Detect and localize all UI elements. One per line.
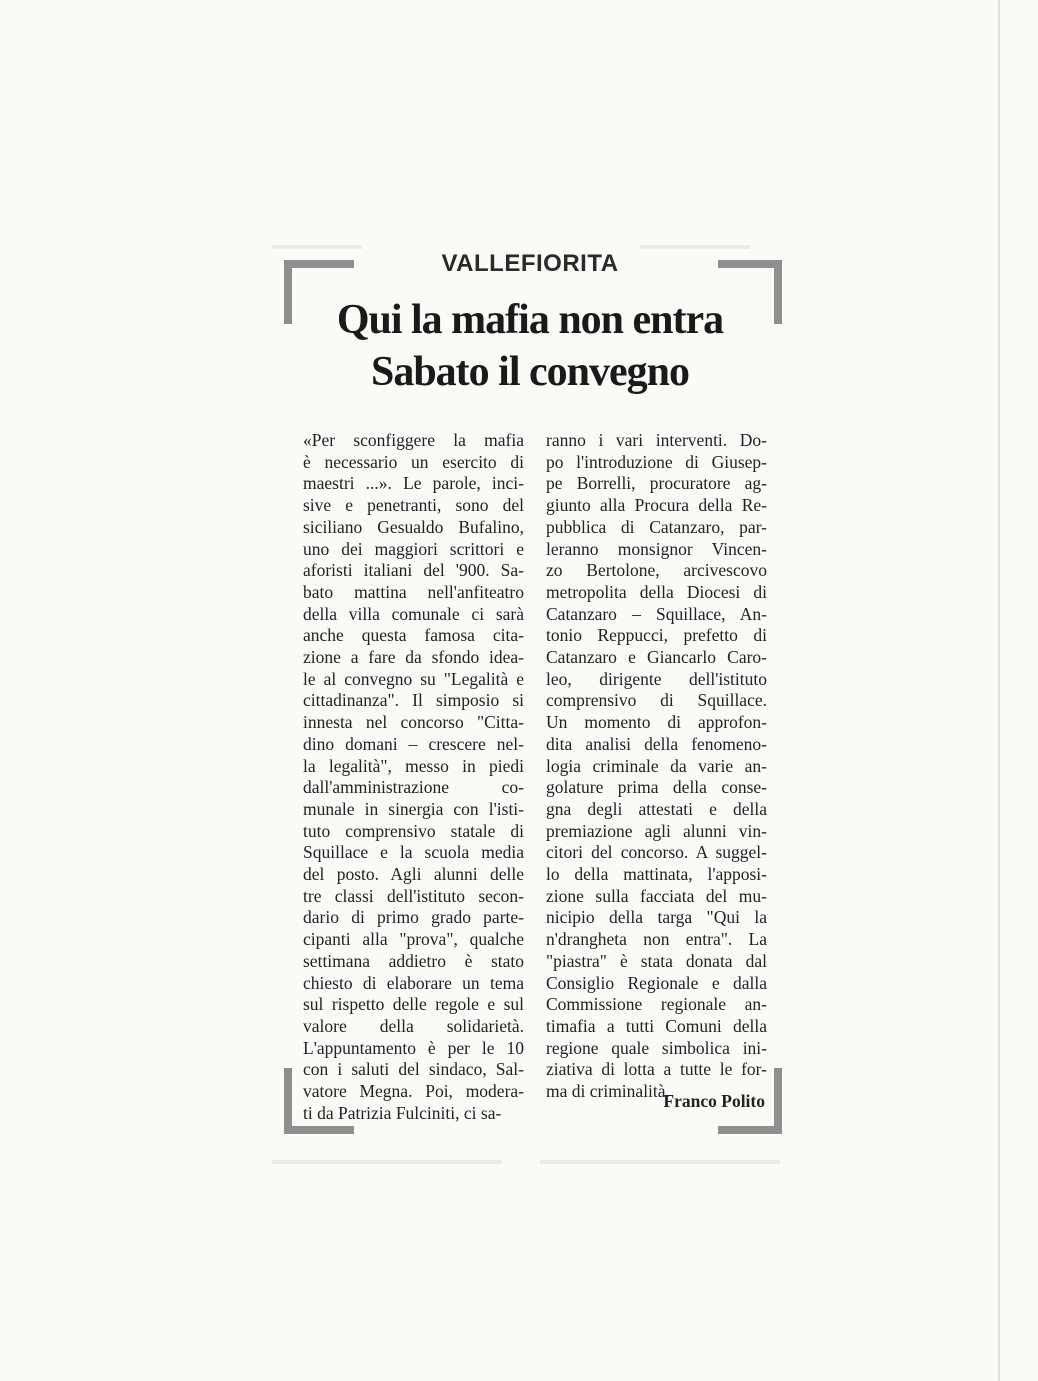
article-text-line: sive e penetranti, sono del	[303, 495, 524, 516]
article-text-line: tre classi dell'istituto secon-	[303, 885, 524, 906]
article-text-line: maestri ...». Le parole, inci-	[303, 473, 524, 494]
article-kicker: VALLEFIORITA	[441, 250, 619, 277]
article-text-line: pubblica di Catanzaro, par-	[546, 516, 767, 537]
article-text-line: n'drangheta non entra". La	[546, 929, 767, 950]
article-text-line: zione sulla facciata del mu-	[546, 885, 767, 906]
article-text-line: Un momento di approfon-	[546, 712, 767, 733]
article-text-line: Catanzaro – Squillace, An-	[546, 603, 767, 624]
bleed-through-mark	[640, 245, 750, 249]
article-text-line: dario di primo grado parte-	[303, 907, 524, 928]
article-text-line: chiesto di elaborare un tema	[303, 972, 524, 993]
article-text-line: dita analisi della fenomeno-	[546, 733, 767, 754]
article-text-line: munale in sinergia con l'isti-	[303, 798, 524, 819]
page-edge	[998, 0, 1000, 1381]
article-text-line: metropolita della Diocesi di	[546, 581, 767, 602]
headline-line-2: Sabato il convegno	[370, 349, 690, 395]
article-text-line: anche questa famosa cita-	[303, 625, 524, 646]
article-text-line: cittadinanza". Il simposio si	[303, 690, 524, 711]
article-text-line: L'appuntamento è per le 10	[303, 1037, 524, 1058]
article-text-line: le al convegno su "Legalità e	[303, 668, 524, 689]
article-text-line: ma di criminalità.	[546, 1081, 670, 1102]
article-text-line: uno dei maggiori scrittori e	[303, 538, 524, 559]
article-text-line: la legalità", messo in piedi	[303, 755, 524, 776]
article-text-line: Squillace e la scuola media	[303, 842, 524, 863]
article-text-line: valore della solidarietà.	[303, 1015, 524, 1036]
article-text-line: siciliano Gesualdo Bufalino,	[303, 516, 524, 537]
article-text-line: golature prima della conse-	[546, 777, 767, 798]
article-text-line: cipanti alla "prova", qualche	[303, 929, 524, 950]
headline-line-1: Qui la mafia non entra	[336, 297, 724, 343]
article-text-line: con i saluti del sindaco, Sal-	[303, 1059, 524, 1080]
article-text-line: giunto alla Procura della Re-	[546, 495, 767, 516]
bleed-through-mark	[272, 245, 362, 249]
article-text-line: ziativa di lotta a tutte le for-	[546, 1059, 767, 1080]
article-text-line: tuto comprensivo statale di	[303, 820, 524, 841]
article-text-line: leranno monsignor Vincen-	[546, 538, 767, 559]
bleed-through-mark	[272, 1160, 502, 1164]
article-text-line: lo della mattinata, l'apposi-	[546, 864, 767, 885]
article-text-line: ti da Patrizia Fulciniti, ci sa-	[303, 1102, 502, 1123]
article-text-line: settimana addietro è stato	[303, 950, 524, 971]
article-text-line: Consiglio Regionale e dalla	[546, 972, 767, 993]
article-text-line: sul rispetto delle regole e sul	[303, 994, 524, 1015]
article-text-line: premiazione agli alunni vin-	[546, 820, 767, 841]
article-text-line: nicipio della targa "Qui la	[546, 907, 767, 928]
article-text-line: Commissione regionale an-	[546, 994, 767, 1015]
article-text-line: zo Bertolone, arcivescovo	[546, 560, 767, 581]
article-text-line: logia criminale da varie an-	[546, 755, 767, 776]
article-text-line: ranno i vari interventi. Do-	[546, 430, 767, 450]
article-text-line: leo, dirigente dell'istituto	[546, 668, 767, 689]
article-text-line: aforisti italiani del '900. Sa-	[303, 560, 524, 581]
author-byline: Franco Polito	[663, 1091, 765, 1111]
bleed-through-mark	[540, 1160, 780, 1164]
article-text-line: dino domani – crescere nel-	[303, 733, 524, 754]
article-text-line: Catanzaro e Giancarlo Caro-	[546, 647, 767, 668]
article-text-line: po l'introduzione di Giusep-	[546, 451, 767, 472]
article-text-line: del posto. Agli alunni delle	[303, 864, 524, 885]
article-text-line: dall'amministrazione co-	[303, 777, 524, 798]
article-text-line: tonio Reppucci, prefetto di	[546, 625, 767, 646]
article-text-line: vatore Megna. Poi, modera-	[303, 1081, 524, 1102]
article-text-line: gna degli attestati e della	[546, 798, 767, 819]
article-text-line: innesta nel concorso "Citta-	[303, 712, 524, 733]
article-text-line: timafia a tutti Comuni della	[546, 1015, 767, 1036]
article-column-2	[546, 430, 767, 1103]
article-text-line: comprensivo di Squillace.	[546, 690, 767, 711]
article-column-1	[303, 430, 524, 1125]
article-text-line: è necessario un esercito di	[303, 451, 524, 472]
article-text-line: della villa comunale ci sarà	[303, 603, 524, 624]
article-text-line: citori del concorso. A suggel-	[546, 842, 767, 863]
article-text-line: zione a fare da sfondo idea-	[303, 647, 524, 668]
article-text-line: «Per sconfiggere la mafia	[303, 430, 524, 450]
article-text-line: regione quale simbolica ini-	[546, 1037, 767, 1058]
article-text-line: pe Borrelli, procuratore ag-	[546, 473, 767, 494]
article-text-line: "piastra" è stata donata dal	[546, 950, 767, 971]
article-text-line: bato mattina nell'anfiteatro	[303, 581, 524, 602]
